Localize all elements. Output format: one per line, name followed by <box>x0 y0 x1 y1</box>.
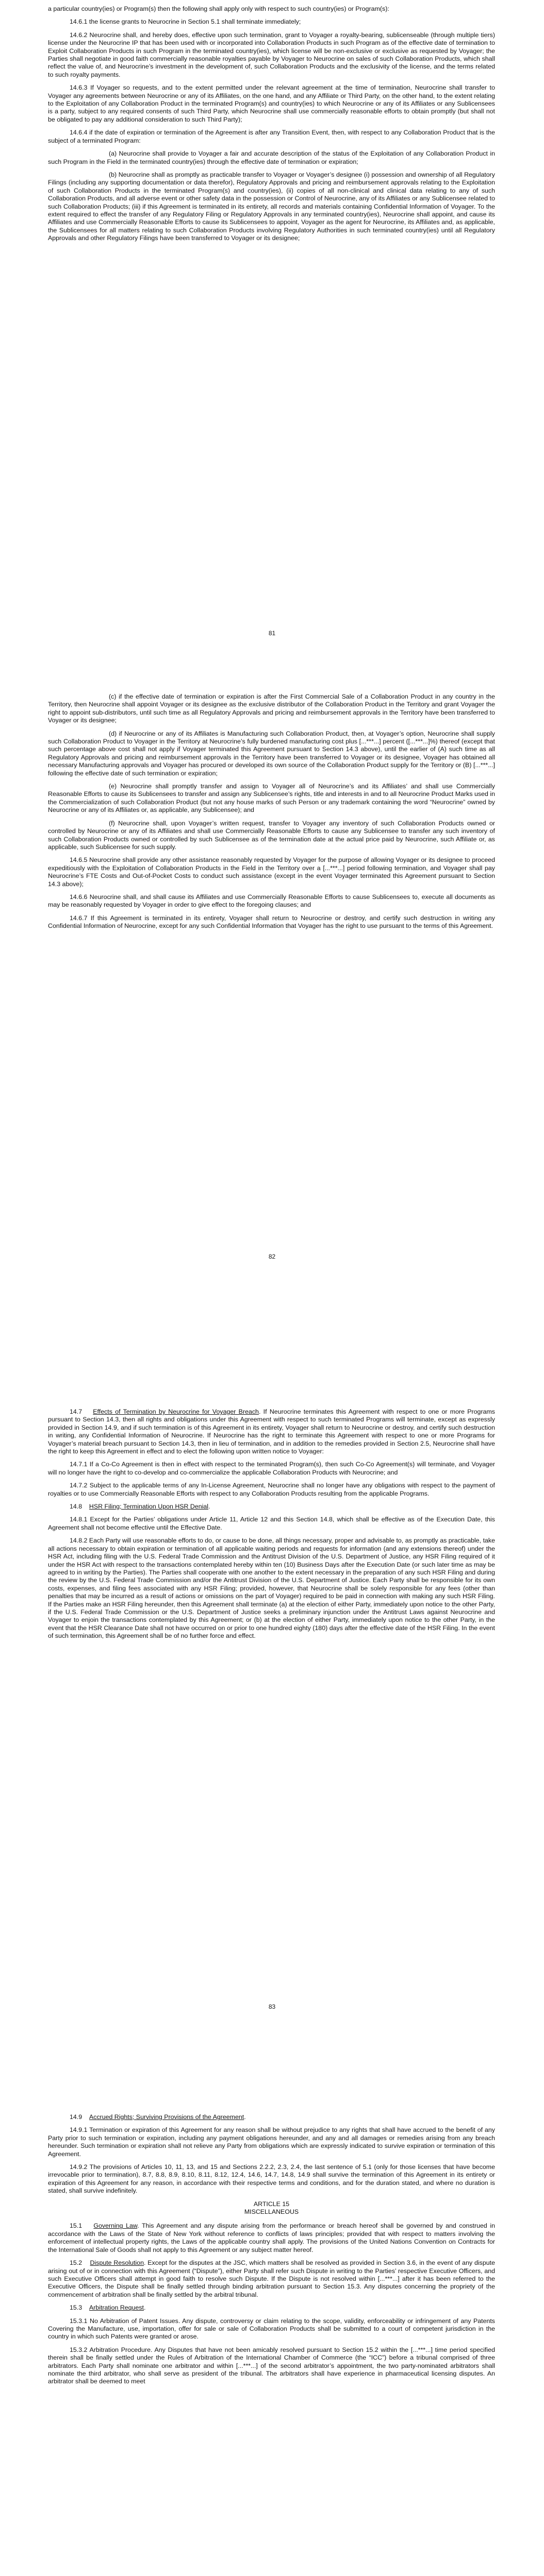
section-14-8 <box>48 1503 495 1511</box>
paragraph-14-8-1: 14.8.1 Except for the Parties’ obligations under Article 11, Article 12 and this Section 14.8, which shall be effective as of the Execution Date, this Agreement shall not become effective until the Effective Date. <box>48 1516 495 1531</box>
paragraph-14-6-7: 14.6.7 If this Agreement is terminated in its entirety, Voyager shall return to Neurocrine or destroy, and certify such destruction in writing any Confidential Information of Neurocrine, except for any such Confidential Information that Voyager has the right to use pursuant to the terms of this Agreement. <box>48 914 495 930</box>
paragraph-14-9-1: 14.9.1 Termination or expiration of this Agreement for any reason shall be without prejudice to any rights that shall have accrued to the benefit of any Party prior to such termination or expiration, including any payment obligations hereunder, and any and all damages or remedies arising from any breach hereunder. Such termination or expiration shall not relieve any Party from obligations which are expressly indicated to survive expiration or termination of this Agreement. <box>48 2126 495 2158</box>
section-number: 14.9 <box>70 2113 83 2121</box>
paragraph-14-6-4-b: (b) Neurocrine shall as promptly as practicable transfer to Voyager or Voyager’s designee (i) possession and ownership of all Regulatory Filings (including any supporting documentation or data therefor), Regulatory Approvals and pricing and reimbursement approvals relating to the Exploitation of such Collaboration Products in the terminated Program(s) and country(ies), (ii) copies of all non-clinical and clinical data relating to any of such Collaboration Products, and all adverse event or other safety data in the possession or Control of Neurocrine, any of its Affiliates or any Sublicensee related to such Collaboration Products; (iii) if this Agreement is terminated in its entirety, all records and materials containing Confidential Information of Voyager. To the extent required to effect the transfer of any Regulatory Filing or Regulatory Approvals in any terminated country(ies), Neurocrine shall appoint, and cause its Affiliates and use Commercially Reasonable Efforts to cause its Sublicensees to appoint, Voyager as the agent for Neurocrine, its Affiliates and, as applicable, the Sublicensees for all matters relating to such Collaboration Products involving Regulatory Authorities in such terminated country(ies) until all Regulatory Approvals and other Regulatory Filings have been transferred to Voyager or its designee; <box>48 171 495 242</box>
paragraph-14-6-2: 14.6.2 Neurocrine shall, and hereby does, effective upon such termination, grant to Voyager a royalty-bearing, sublicenseable (through multiple tiers) license under the Neurocrine IP that has been used with or incorporated into Collaboration Products in such Program as of the effective date of termination to Exploit Collaboration Products in such Program in the terminated country(ies), which license will be non-exclusive or exclusive as requested by Voyager; the Parties shall negotiate in good faith commercially reasonable royalties payable by Voyager to Neurocrine on sales of such Collaboration Products, which shall reflect the value of, and Neurocrine’s investment in the development of, such Collaboration Products and the exclusivity of the license, and the terms related to such royalty payments. <box>48 31 495 78</box>
paragraph-14-6-4-a: (a) Neurocrine shall provide to Voyager a fair and accurate description of the status of the Exploitation of any Collaboration Product in such Program in the Field in the terminated country(ies) through the effective date of termination or expiration; <box>48 150 495 165</box>
section-body: . <box>244 2113 246 2121</box>
paragraph-14-8-2: 14.8.2 Each Party will use reasonable efforts to do, or cause to be done, all things necessary, proper and advisable to, as promptly as practicable, take all actions necessary to obtain expiration or termination of all applicable waiting periods and requests for information (and any extensions thereof) under the HSR Act, including filing with the U.S. Federal Trade Commission and the Antitrust Division of the U.S. Department of Justice, any HSR Filing required of it under the HSR Act with respect to the transactions contemplated hereby within ten (10) Business Days after the Execution Date (or such later time as may be agreed to in writing by the Parties). The Parties shall cooperate with one another to the extent necessary in the preparation of any such HSR Filing and during the review by the U.S. Federal Trade Commission and/or the Antitrust Division of the U.S. Department of Justice. Each Party shall be responsible for its own costs, expenses, and filing fees associated with any HSR Filing; provided, however, that Neurocrine shall be solely responsible for any fees (other than penalties that may be incurred as a result of actions or omissions on the part of Voyager) required to be paid in connection with making any such HSR Filing. If the Parties make an HSR Filing hereunder, then this Agreement shall terminate (a) at the election of either Party, immediately upon notice to the other Party, if the U.S. Federal Trade Commission or the U.S. Department of Justice seeks a preliminary injunction under the Antitrust Laws against Neurocrine and Voyager to enjoin the transactions contemplated by this Agreement; or (b) at the election of either Party, immediately upon notice to the other Party, in the event that the HSR Clearance Date shall not have occurred on or prior to one hundred eighty (180) days after the effective date of the HSR Filing. In the event of such termination, this Agreement shall be of no further force and effect. <box>48 1537 495 1640</box>
document-page-82 <box>0 693 544 936</box>
article-subtitle: MISCELLANEOUS <box>244 2208 299 2216</box>
page-number: 83 <box>268 2003 276 2010</box>
section-number: 15.3 <box>70 2304 83 2312</box>
article-title: ARTICLE 15 <box>253 2200 290 2208</box>
paragraph-14-6-4-e: (e) Neurocrine shall promptly transfer and assign to Voyager all of Neurocrine’s and its Affiliates’ and shall use Commercially Reasonable Efforts to cause its Sublicensees to transfer and assign any Sublicensee’s rights, title and interests in and to all Neurocrine Product Marks used in the Commercialization of such Collaboration Product (but not any house marks of such Person or any trademark containing the word “Neurocrine” owned by Neurocrine or any of its Affiliates or, as applicable, any Sublicensee); and <box>48 783 495 814</box>
paragraph-14-6-4-f: (f) Neurocrine shall, upon Voyager’s written request, transfer to Voyager any inventory of such Collaboration Products owned or controlled by Neurocrine or any of its Affiliates and shall use Commercially Reasonable Efforts to cause any Sublicensee to transfer any such inventory of such Collaboration Products owned or controlled by such Sublicensee as of the termination date at the actual price paid by Neurocrine, such Affiliate or, as applicable, such Sublicensee for such supply. <box>48 819 495 851</box>
section-heading: Dispute Resolution <box>90 2259 144 2267</box>
section-body: . <box>208 1503 210 1511</box>
paragraph-14-6-1: 14.6.1 the license grants to Neurocrine in Section 5.1 shall terminate immediately; <box>70 18 301 26</box>
paragraph-15-3-2: 15.3.2 Arbitration Procedure. Any Disputes that have not been amicably resolved pursuant to Section 15.2 within the [...***...] time period specified therein shall be finally settled under the Rules of Arbitration of the International Chamber of Commerce (the “ICC”) before a tribunal comprised of three arbitrators. Each Party shall nominate one arbitrator and within [...***...] of the second arbitrator’s appointment, the two party-nominated arbitrators shall nominate the third arbitrator, who shall serve as president of the tribunal. The arbitrators shall have experience in pharmaceutical licensing disputes. An arbitrator shall be deemed to meet <box>48 2346 495 2385</box>
paragraph-14-6-4-c: (c) if the effective date of termination or expiration is after the First Commercial Sale of a Collaboration Product in any country in the Territory, then Neurocrine shall appoint Voyager or its designee as the exclusive distributor of the Collaboration Product in the Territory and grant Voyager the right to appoint sub-distributors, until such time as all Regulatory Approvals and pricing and reimbursement approvals in the Territory have been transferred to Voyager or its designee; <box>48 693 495 724</box>
section-body: . This Agreement and any dispute arising from the performance or breach hereof shall be governed by and construed in accordance with the Laws of the State of New York without reference to conflicts of laws principles; provided that with respect to matters involving the enforcement of intellectual property rights, the Laws of the applicable country shall apply. The provisions of the United Nations Convention on Contracts for the International Sale of Goods shall not apply to this Agreement or any subject matter hereof. <box>48 2222 496 2253</box>
paragraph-lead: a particular country(ies) or Program(s) then the following shall apply only with respect to such country(ies) or Program(s): <box>48 5 389 12</box>
document-page-81 <box>0 0 544 248</box>
section-number: 14.7 <box>70 1408 83 1415</box>
article-heading <box>48 2200 495 2216</box>
page-number: 82 <box>268 1253 276 1260</box>
section-14-9 <box>48 2113 495 2121</box>
section-body: . Except for the disputes at the JSC, which matters shall be resolved as provided in Section 3.6, in the event of any dispute arising out of or in connection with this Agreement (“Dispute”), either Party shall refer such Dispute in writing to the Parties’ respective Executive Officers, and such Executive Officers shall attempt in good faith to resolve such Dispute. If the Dispute is not resolved within [...***...] after it has been referred to the Executive Officers, the Dispute shall be finally settled through binding arbitration pursuant to Section 15.3. Any disputes concerning the propriety of the commencement of arbitration shall be finally settled by the arbitral tribunal. <box>48 2259 495 2298</box>
section-heading: Accrued Rights; Surviving Provisions of the Agreement <box>89 2113 244 2121</box>
section-number: 15.1 <box>70 2222 83 2230</box>
section-heading: Governing Law <box>93 2222 138 2230</box>
section-body: . If Neurocrine terminates this Agreement with respect to one or more Programs pursuant to Section 14.3, then all rights and obligations under this Agreement with respect to such terminated Programs will terminate, except as expressly provided in Section 14.9, and if such termination is of this Agreement in its entirety, Voyager shall return to Neurocrine or destroy, and certify such destruction in writing, any Confidential Information of Neurocrine. If Neurocrine has the right to terminate this Agreement with respect to one or more Programs for Voyager’s material breach pursuant to Section 14.3, then in lieu of termination, and in addition to the remedies provided in Section 2.5, Neurocrine shall have the right to keep this Agreement in effect and to elect the following upon written notice to Voyager: <box>48 1408 495 1455</box>
section-heading: Arbitration Request <box>89 2304 144 2312</box>
paragraph-14-6-3: 14.6.3 If Voyager so requests, and to the extent permitted under the relevant agreement at the time of termination, Neurocrine shall transfer to Voyager any agreements between Neurocrine or any of its Affiliates, on the one hand, and any Affiliate or Third Party, on the other hand, to the extent relating to the Exploitation of any Collaboration Product in the terminated Program(s) and country(ies) to which Neurocrine or any of its Affiliates or any Sublicensees is a party, subject to any required consents of such Third Party, which Neurocrine shall use commercially reasonable efforts to obtain promptly (but shall not be obligated to pay any additional consideration to such Third Party); <box>48 84 495 123</box>
section-15-1 <box>48 2222 495 2254</box>
section-heading: Effects of Termination by Neurocrine for Voyager Breach <box>93 1408 259 1415</box>
document-page-83 <box>0 1408 544 1646</box>
paragraph-14-6-5: 14.6.5 Neurocrine shall provide any other assistance reasonably requested by Voyager for the purpose of allowing Voyager or its designee to proceed expeditiously with the Exploitation of Collaboration Products in the Field in the Territory over a [...***...] period following termination, and Voyager shall pay Neurocrine’s FTE Costs and Out-of-Pocket Costs to conduct such assistance (except in the event Voyager terminated this Agreement pursuant to Section 14.3 above); <box>48 856 495 888</box>
section-14-7 <box>48 1408 495 1455</box>
section-15-2 <box>48 2259 495 2299</box>
section-15-3 <box>48 2304 495 2312</box>
section-heading: HSR Filing; Termination Upon HSR Denial <box>89 1503 209 1511</box>
document-page-84 <box>0 2113 544 2391</box>
section-number: 15.2 <box>70 2259 83 2267</box>
paragraph-14-7-1: 14.7.1 If a Co-Co Agreement is then in effect with respect to the terminated Program(s), then such Co-Co Agreement(s) will terminate, and Voyager will no longer have the right to co-develop and co-commercialize the applicable Collaboration Products with Neurocrine; and <box>48 1461 495 1476</box>
paragraph-14-7-2: 14.7.2 Subject to the applicable terms of any In-License Agreement, Neurocrine shall no longer have any obligations with respect to the payment of royalties or to use Commercially Reasonable Efforts with respect to any Collaboration Products resulting from the applicable Programs. <box>48 1482 495 1497</box>
paragraph-14-6-4: 14.6.4 if the date of expiration or termination of the Agreement is after any Transition Event, then, with respect to any Collaboration Product that is the subject of a terminated Program: <box>48 129 495 144</box>
paragraph-14-9-2: 14.9.2 The provisions of Articles 10, 11, 13, and 15 and Sections 2.2.2, 2.3, 2.4, the last sentence of 5.1 (only for those licenses that have become irrevocable prior to termination), 8.7, 8.8, 8.9, 8.10, 8.11, 8.12, 12.4, 14.6, 14.7, 14.8, 14.9 shall survive the termination of this Agreement in its entirety or expiration of this Agreement for any reason, in accordance with their respective terms and conditions, and for the duration stated, and where no duration is stated, shall survive indefinitely. <box>48 2163 495 2195</box>
section-body: . <box>143 2304 146 2312</box>
page-number: 81 <box>268 630 276 637</box>
paragraph-14-6-6: 14.6.6 Neurocrine shall, and shall cause its Affiliates and use Commercially Reasonable Efforts to cause Sublicensees to, execute all documents as may be reasonably requested by Voyager in order to give effect to the foregoing clauses; and <box>48 893 495 909</box>
paragraph-14-6-4-d: (d) if Neurocrine or any of its Affiliates is Manufacturing such Collaboration Product, then, at Voyager’s option, Neurocrine shall supply such Collaboration Product to Voyager in the Territory at Neurocrine’s fully burdened manufacturing cost plus [...***...] percent ([...***...]%) thereof (except that such percentage above cost shall not apply if Voyager terminated this Agreement pursuant to Section 14.3 above), until the earlier of (A) such time as all Regulatory Approvals and pricing and reimbursement approvals in the Territory have been transferred to Voyager or its designee, Voyager has obtained all necessary Manufacturing approvals and Voyager has procured or developed its own source of the Collaboration Product supply for the Territory or (B) [...***...] following the effective date of such termination or expiration; <box>48 730 495 777</box>
section-number: 14.8 <box>70 1503 83 1511</box>
paragraph-15-3-1: 15.3.1 No Arbitration of Patent Issues. Any dispute, controversy or claim relating to the scope, validity, enforceability or infringement of any Patents Covering the Manufacture, use, importation, offer for sale or sale of Collaboration Products shall be submitted to a court of competent jurisdiction in the country in which such Patents were granted or arose. <box>48 2317 495 2341</box>
